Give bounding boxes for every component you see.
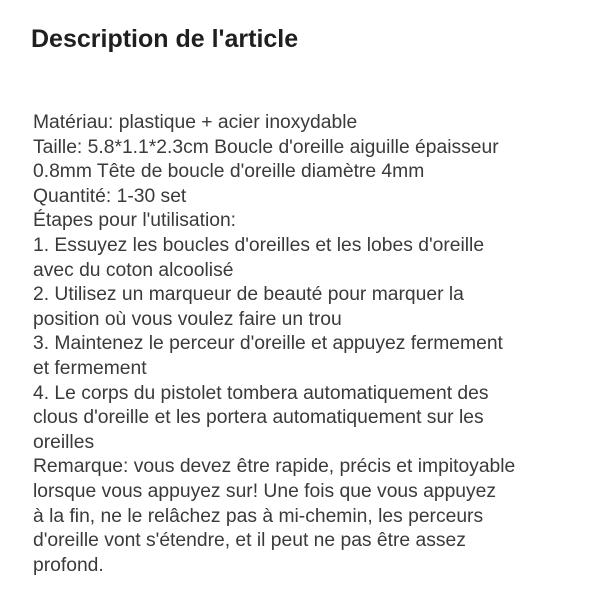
- description-line: et fermement: [33, 357, 147, 379]
- description-line: profond.: [33, 554, 104, 576]
- description-line: Quantité: 1-30 set: [33, 185, 187, 207]
- description-line: Remarque: vous devez être rapide, précis et impitoyable: [33, 456, 516, 478]
- description-line: Étapes pour l'utilisation:: [33, 210, 237, 232]
- description-line: 2. Utilisez un marqueur de beauté pour marquer la: [33, 284, 464, 306]
- description-line: clous d'oreille et les portera automatiquement sur les: [33, 407, 484, 429]
- description-line: Matériau: plastique + acier inoxydable: [33, 112, 358, 133]
- description-line: 3. Maintenez le perceur d'oreille et appuyez fermement: [33, 333, 503, 355]
- description-line: oreilles: [33, 431, 95, 453]
- description-line: Taille: 5.8*1.1*2.3cm Boucle d'oreille aiguille épaisseur: [33, 136, 499, 158]
- description-line: 0.8mm Tête de boucle d'oreille diamètre 4mm: [33, 161, 425, 183]
- description-line: d'oreille vont s'étendre, et il peut ne pas être assez: [33, 530, 466, 552]
- description-line: 1. Essuyez les boucles d'oreilles et les lobes d'oreille: [33, 234, 485, 256]
- section-title: Description de l'article: [31, 25, 299, 53]
- description-line: position où vous voulez faire un trou: [33, 308, 342, 330]
- description-line: avec du coton alcoolisé: [33, 259, 234, 281]
- description-line: 4. Le corps du pistolet tombera automatiquement des: [33, 382, 489, 404]
- description-line: à la fin, ne le relâchez pas à mi-chemin, les perceurs: [33, 505, 484, 527]
- description-text: [33, 111, 568, 578]
- description-line: lorsque vous appuyez sur! Une fois que vous appuyez: [33, 480, 497, 502]
